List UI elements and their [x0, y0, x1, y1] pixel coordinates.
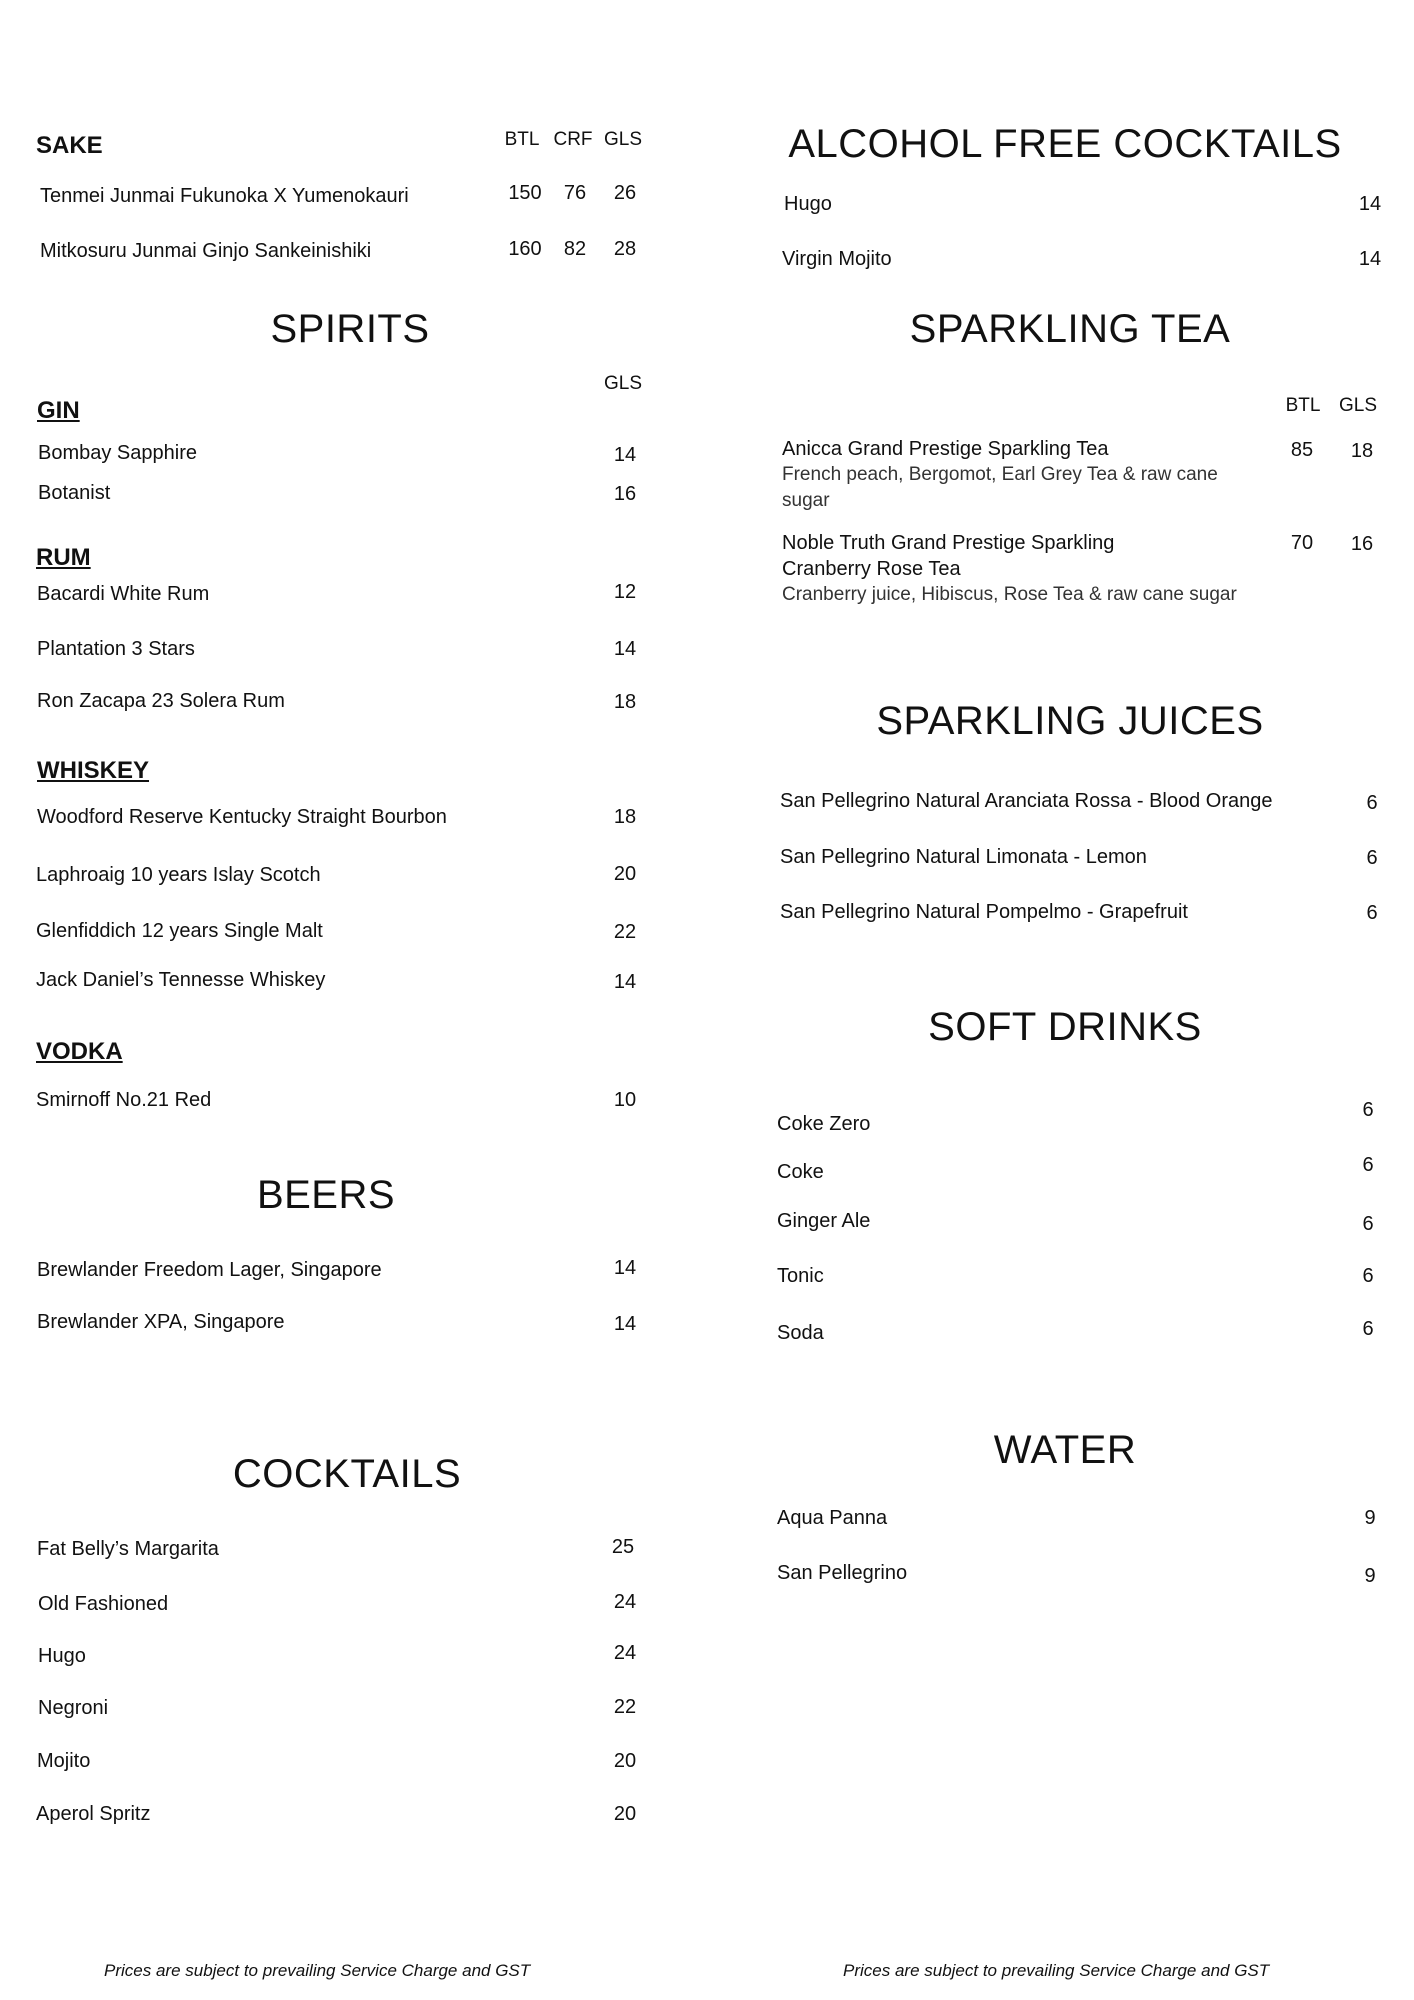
sparkling-tea-col-gls: GLS	[1338, 395, 1378, 416]
sparkling-tea-col-btl: BTL	[1285, 395, 1321, 416]
cocktail-item-price: 20	[613, 1803, 637, 1825]
gin-item-price: 16	[613, 483, 637, 505]
beer-item-name: Brewlander XPA, Singapore	[37, 1311, 285, 1333]
soft-drink-item-name: Coke Zero	[777, 1113, 871, 1135]
sparkling-tea-item-name: Noble Truth Grand Prestige Sparkling Cranberry Rose Tea	[782, 532, 1115, 580]
sparkling-tea-item	[782, 530, 1242, 608]
cocktail-item-price: 24	[613, 1642, 637, 1664]
cocktails-heading: COCKTAILS	[232, 1452, 462, 1496]
sparkling-tea-item-name: Anicca Grand Prestige Sparkling Tea	[782, 438, 1109, 460]
sparkling-juice-item-name: San Pellegrino Natural Pompelmo - Grapefruit	[780, 901, 1188, 923]
water-item-price: 9	[1364, 1565, 1376, 1587]
alcohol-free-item-name: Virgin Mojito	[782, 248, 892, 270]
soft-drink-item-name: Tonic	[777, 1265, 824, 1287]
water-item-name: San Pellegrino	[777, 1562, 908, 1584]
rum-heading: RUM	[36, 544, 91, 571]
cocktail-item-name: Aperol Spritz	[36, 1803, 151, 1825]
soft-drink-item-name: Soda	[777, 1322, 824, 1344]
alcohol-free-heading: ALCOHOL FREE COCKTAILS	[788, 122, 1342, 166]
sparkling-tea-item-desc: Cranberry juice, Hibiscus, Rose Tea & raw cane sugar	[782, 584, 1237, 605]
gin-item-price: 14	[613, 444, 637, 466]
beer-item-price: 14	[613, 1257, 637, 1279]
gin-heading: GIN	[37, 397, 80, 424]
whiskey-item-name: Jack Daniel’s Tennesse Whiskey	[36, 969, 326, 991]
vodka-item-price: 10	[613, 1089, 637, 1111]
gin-item-name: Botanist	[38, 482, 111, 504]
cocktail-item-name: Old Fashioned	[38, 1593, 169, 1615]
left-footer-note: Prices are subject to prevailing Service Charge and GST	[104, 1961, 531, 1980]
sake-heading: SAKE	[36, 132, 103, 159]
sparkling-juice-item-price: 6	[1366, 792, 1378, 814]
sparkling-tea-item-btl: 85	[1290, 439, 1314, 461]
alcohol-free-item-name: Hugo	[784, 193, 832, 215]
soft-drinks-heading: SOFT DRINKS	[928, 1005, 1202, 1049]
whiskey-item-price: 14	[613, 971, 637, 993]
whiskey-item-name: Glenfiddich 12 years Single Malt	[36, 920, 323, 942]
cocktail-item-name: Hugo	[38, 1645, 86, 1667]
whiskey-item-price: 22	[613, 921, 637, 943]
sake-item-crf: 82	[563, 238, 587, 260]
gin-item-name: Bombay Sapphire	[38, 442, 197, 464]
sparkling-juice-item-name: San Pellegrino Natural Aranciata Rossa - Blood Orange	[780, 790, 1273, 812]
water-item-price: 9	[1364, 1507, 1376, 1529]
whiskey-item-name: Laphroaig 10 years Islay Scotch	[36, 864, 321, 886]
whiskey-heading: WHISKEY	[37, 757, 150, 784]
right-footer-note: Prices are subject to prevailing Service Charge and GST	[843, 1961, 1270, 1980]
sake-item-btl: 160	[508, 238, 542, 260]
rum-item-name: Plantation 3 Stars	[37, 638, 195, 660]
water-heading: WATER	[993, 1428, 1137, 1472]
sake-item-name: Tenmei Junmai Fukunoka X Yumenokauri	[40, 185, 409, 207]
sake-item-crf: 76	[563, 182, 587, 204]
vodka-heading: VODKA	[36, 1038, 123, 1065]
cocktail-item-price: 25	[611, 1536, 635, 1558]
cocktail-item-name: Mojito	[37, 1750, 91, 1772]
soft-drink-item-price: 6	[1362, 1265, 1374, 1287]
alcohol-free-item-price: 14	[1358, 248, 1382, 270]
rum-item-price: 18	[613, 691, 637, 713]
soft-drink-item-name: Coke	[777, 1161, 824, 1183]
whiskey-item-price: 18	[613, 806, 637, 828]
beer-item-price: 14	[613, 1313, 637, 1335]
cocktail-item-price: 22	[613, 1696, 637, 1718]
sparkling-tea-item-btl: 70	[1290, 532, 1314, 554]
cocktail-item-name: Fat Belly’s Margarita	[37, 1538, 219, 1560]
sparkling-tea-item-gls: 18	[1350, 440, 1374, 462]
whiskey-item-name: Woodford Reserve Kentucky Straight Bourbon	[37, 806, 447, 828]
soft-drink-item-price: 6	[1362, 1213, 1374, 1235]
sake-col-btl: BTL	[504, 129, 540, 150]
sparkling-juice-item-price: 6	[1366, 902, 1378, 924]
sparkling-tea-heading: SPARKLING TEA	[909, 307, 1231, 351]
cocktail-item-price: 24	[613, 1591, 637, 1613]
sake-item-gls: 28	[613, 238, 637, 260]
sake-col-gls: GLS	[603, 129, 643, 150]
sake-col-crf: CRF	[553, 129, 593, 150]
sparkling-juice-item-price: 6	[1366, 847, 1378, 869]
alcohol-free-item-price: 14	[1358, 193, 1382, 215]
sparkling-tea-item	[782, 436, 1242, 514]
sake-item-gls: 26	[613, 182, 637, 204]
rum-item-price: 14	[613, 638, 637, 660]
sparkling-tea-item-desc: French peach, Bergomot, Earl Grey Tea & raw cane sugar	[782, 464, 1218, 511]
cocktail-item-name: Negroni	[38, 1697, 109, 1719]
rum-item-price: 12	[613, 581, 637, 603]
sake-item-btl: 150	[508, 182, 542, 204]
rum-item-name: Bacardi White Rum	[37, 583, 210, 605]
sparkling-tea-item-gls: 16	[1350, 533, 1374, 555]
sake-item-name: Mitkosuru Junmai Ginjo Sankeinishiki	[40, 240, 372, 262]
sparkling-juice-item-name: San Pellegrino Natural Limonata - Lemon	[780, 846, 1147, 868]
vodka-item-name: Smirnoff No.21 Red	[36, 1089, 212, 1111]
water-item-name: Aqua Panna	[777, 1507, 888, 1529]
soft-drink-item-price: 6	[1362, 1154, 1374, 1176]
soft-drink-item-price: 6	[1362, 1099, 1374, 1121]
spirits-heading: SPIRITS	[270, 307, 430, 351]
cocktail-item-price: 20	[613, 1750, 637, 1772]
whiskey-item-price: 20	[613, 863, 637, 885]
soft-drink-item-price: 6	[1362, 1318, 1374, 1340]
beer-item-name: Brewlander Freedom Lager, Singapore	[37, 1259, 382, 1281]
rum-item-name: Ron Zacapa 23 Solera Rum	[37, 690, 285, 712]
sparkling-juices-heading: SPARKLING JUICES	[876, 699, 1264, 743]
beers-heading: BEERS	[256, 1173, 396, 1217]
soft-drink-item-name: Ginger Ale	[777, 1210, 871, 1232]
spirits-col-gls: GLS	[603, 373, 643, 394]
